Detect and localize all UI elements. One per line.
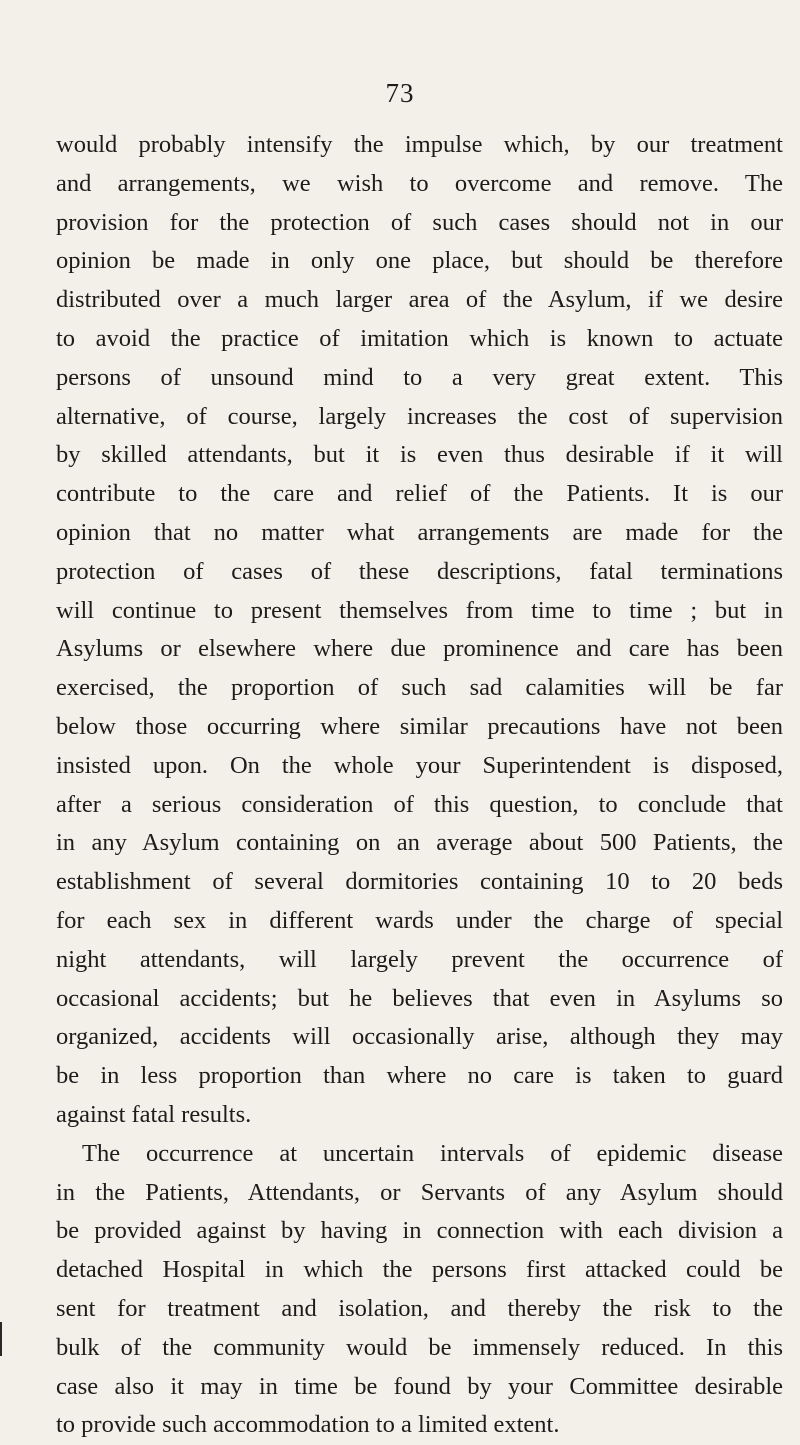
- text-line: detached Hospital in which the persons first attacked could be: [56, 1256, 783, 1284]
- text-line: after a serious consideration of this question, to conclude that: [56, 790, 783, 818]
- text-line: night attendants, will largely prevent the occurrence of: [56, 945, 783, 973]
- text-line: against fatal results.: [56, 1100, 252, 1128]
- text-line: below those occurring where similar precautions have not been: [56, 712, 783, 740]
- text-line: be provided against by having in connection with each division a: [56, 1217, 783, 1245]
- text-line: contribute to the care and relief of the Patients. It is our: [56, 480, 783, 508]
- text-line: distributed over a much larger area of the Asylum, if we desire: [56, 286, 783, 314]
- text-line: organized, accidents will occasionally arise, although they may: [56, 1023, 783, 1051]
- text-line: establishment of several dormitories containing 10 to 20 beds: [56, 868, 783, 896]
- text-line: would probably intensify the impulse which, by our treatment: [56, 131, 783, 158]
- page-edge-mark: [0, 1322, 2, 1356]
- text-line: for each sex in different wards under the charge of special: [56, 906, 783, 934]
- text-line: persons of unsound mind to a very great extent. This: [56, 363, 783, 391]
- text-line: protection of cases of these descriptions, fatal terminations: [56, 557, 783, 585]
- text-line: sent for treatment and isolation, and thereby the risk to the: [56, 1294, 783, 1322]
- text-line: insisted upon. On the whole your Superintendent is disposed,: [56, 751, 783, 779]
- text-line: be in less proportion than where no care is taken to guard: [56, 1062, 783, 1090]
- text-line: will continue to present themselves from time to time ; but in: [56, 596, 783, 624]
- text-line: opinion that no matter what arrangements are made for the: [56, 518, 783, 546]
- text-line: case also it may in time be found by your Committee desirable: [56, 1372, 783, 1400]
- text-line: in any Asylum containing on an average about 500 Patients, the: [56, 829, 783, 857]
- text-line: opinion be made in only one place, but should be therefore: [56, 247, 783, 275]
- text-line: to avoid the practice of imitation which is known to actuate: [56, 324, 783, 352]
- text-line: bulk of the community would be immensely reduced. In this: [56, 1333, 783, 1361]
- text-line: in the Patients, Attendants, or Servants of any Asylum should: [56, 1178, 783, 1206]
- text-line: and arrangements, we wish to overcome and remove. The: [56, 169, 783, 197]
- text-line: by skilled attendants, but it is even thus desirable if it will: [56, 441, 783, 469]
- text-line: Asylums or elsewhere where due prominence and care has been: [56, 635, 783, 663]
- body-text: [56, 126, 783, 1445]
- text-line: provision for the protection of such cases should not in our: [56, 208, 783, 236]
- text-line: exercised, the proportion of such sad calamities will be far: [56, 674, 783, 702]
- page-number: 73: [385, 78, 415, 108]
- text-line: alternative, of course, largely increases the cost of supervision: [56, 402, 783, 430]
- text-line: occasional accidents; but he believes that even in Asylums so: [56, 984, 783, 1012]
- text-line: to provide such accommodation to a limited extent.: [56, 1411, 560, 1439]
- paragraph-first-line: The occurrence at uncertain intervals of epidemic disease: [82, 1139, 783, 1167]
